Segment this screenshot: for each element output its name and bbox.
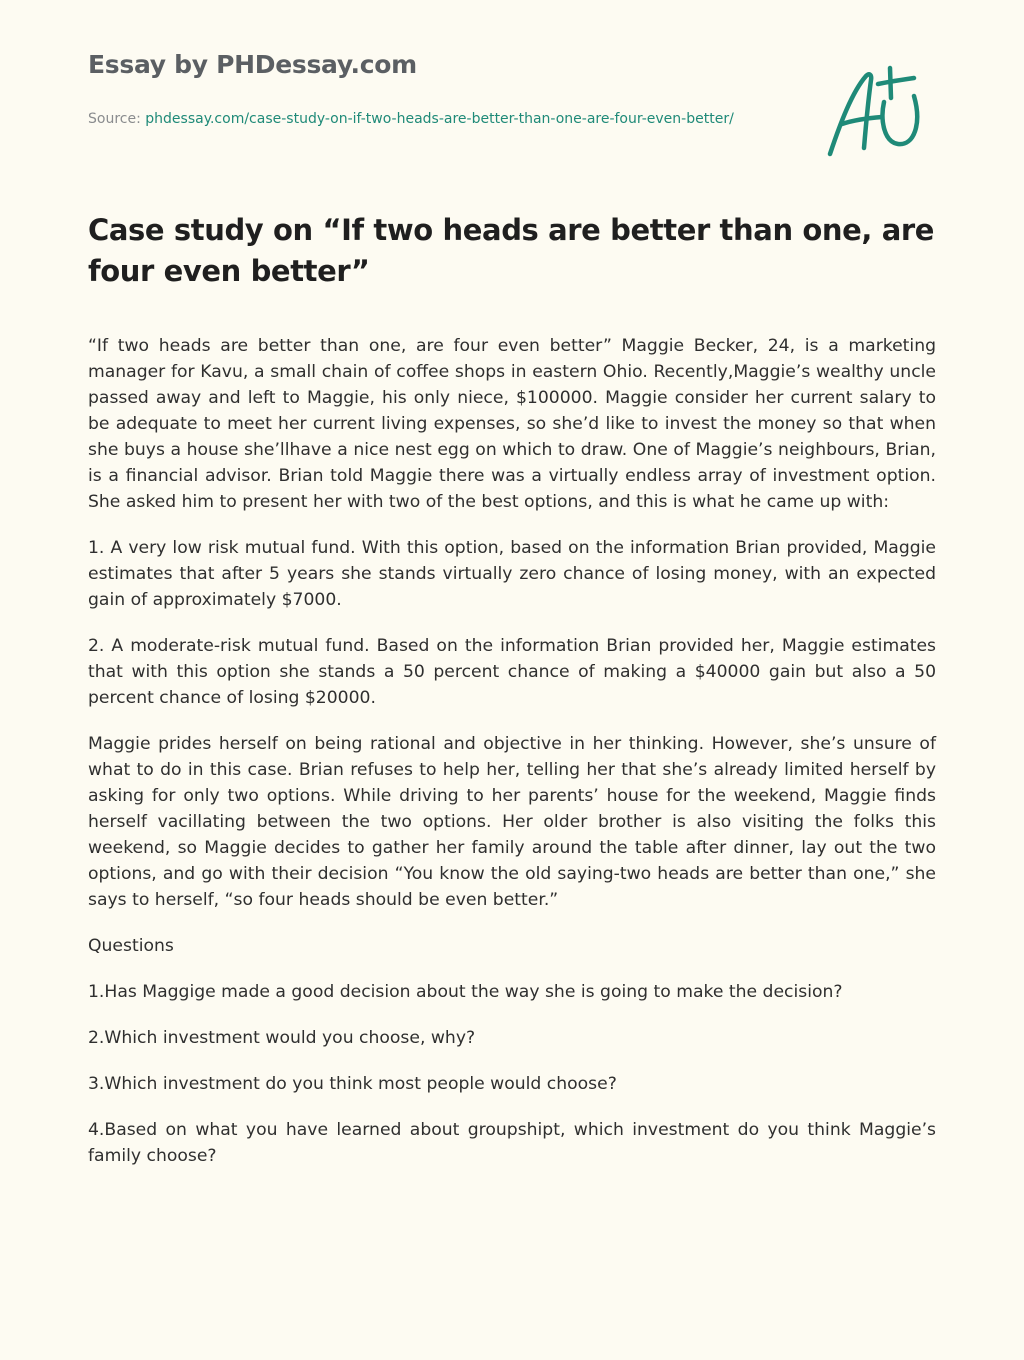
source-link[interactable]: phdessay.com/case-study-on-if-two-heads-are-better-than-one-are-four-even-better/	[145, 111, 734, 127]
a-plus-logo-svg	[822, 62, 932, 162]
question-2: 2.Which investment would you choose, why?	[88, 1028, 476, 1048]
paragraph-option-2: 2. A moderate-risk mutual fund. Based on the information Brian provided her, Maggie estimates that with this option she stands a 50 percent chance of making a $40000 gain but also a 50 percent chance of losing $20000.	[88, 636, 936, 708]
paragraph-dilemma: Maggie prides herself on being rational and objective in her thinking. However, she’s unsure of what to do in this case. Brian refuses to help her, telling her that she’s already limited herself by asking for only two options. While driving to her parents’ house for the weekend, Maggie finds herself vacillating between the two options. Her older brother is also visiting the folks this weekend, so Maggie decides to gather her family around the table after dinner, lay out the two options, and go with their decision “You know the old saying-two heads are better than one,” she says to herself, “so four heads should be even better.”	[88, 734, 936, 910]
essay-title: Case study on “If two heads are better than one, are four even better”	[88, 213, 935, 288]
question-4: 4.Based on what you have learned about groupshipt, which investment do you think Maggie’s family choose?	[88, 1120, 936, 1166]
paragraph-option-1: 1. A very low risk mutual fund. With this option, based on the information Brian provided, Maggie estimates that after 5 years she stands virtually zero chance of losing money, with an expected gain of approximately $7000.	[88, 538, 936, 610]
questions-heading: Questions	[88, 936, 174, 956]
question-3: 3.Which investment do you think most people would choose?	[88, 1074, 617, 1094]
paragraph-intro: “If two heads are better than one, are four even better” Maggie Becker, 24, is a marketing manager for Kavu, a small chain of coffee shops in eastern Ohio. Recently,Maggie’s wealthy uncle passed away and left to Maggie, his only niece, $100000. Maggie consider her current salary to be adequate to meet her current living expenses, so she’d like to invest the money so that when she buys a house she’llhave a nice nest egg on which to draw. One of Maggie’s neighbours, Brian, is a financial advisor. Brian told Maggie there was a virtually endless array of investment option. She asked him to present her with two of the best options, and this is what he came up with:	[88, 336, 936, 512]
header	[88, 50, 768, 130]
site-title: Essay by PHDessay.com	[88, 50, 417, 79]
source-line	[88, 109, 768, 130]
a-plus-logo-icon	[822, 62, 932, 162]
essay-body	[88, 333, 936, 1189]
source-label: Source:	[88, 111, 141, 127]
question-1: 1.Has Maggige made a good decision about the way she is going to make the decision?	[88, 982, 843, 1002]
